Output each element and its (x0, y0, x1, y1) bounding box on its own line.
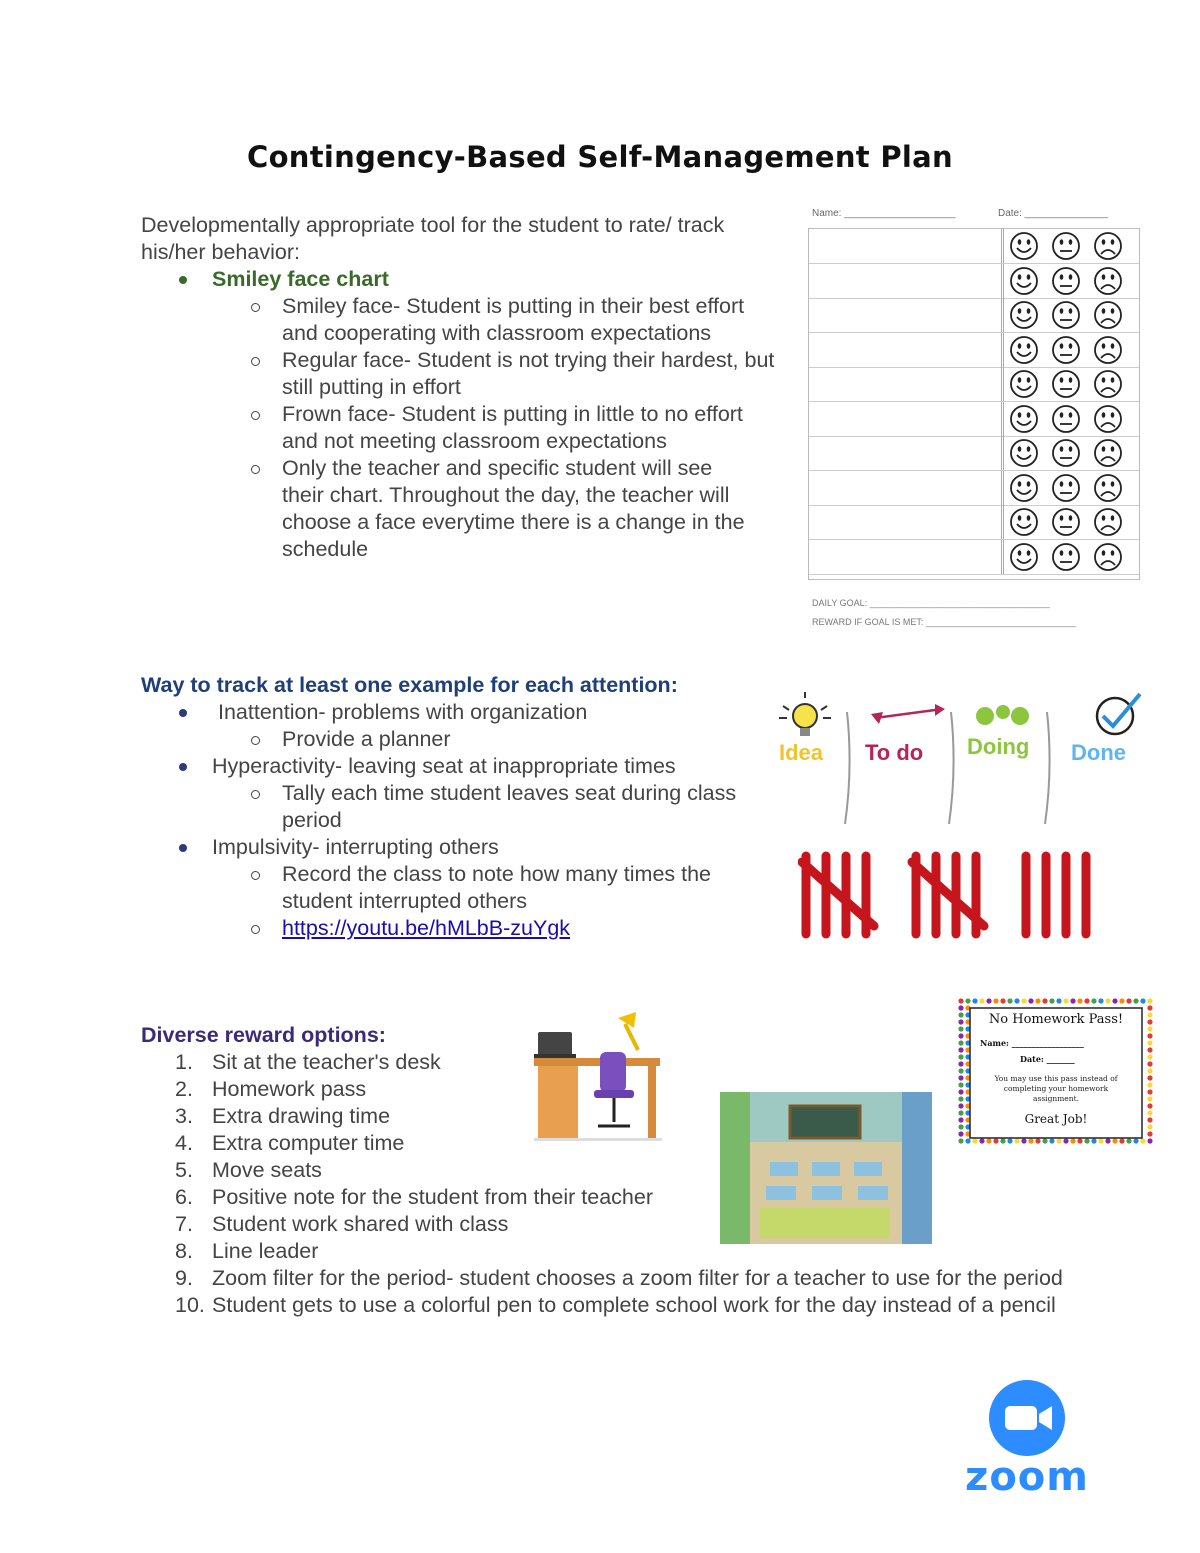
smiley-face-icon[interactable] (1009, 231, 1039, 261)
smiley-face-icon[interactable] (1009, 300, 1039, 330)
pass-body: You may use this pass instead of completing your homework assignment. (994, 1074, 1118, 1103)
reward-item (141, 1292, 1071, 1319)
reward-number: 3. (175, 1104, 193, 1128)
list-item: Tally each time student leaves seat during class period (141, 780, 782, 834)
smiley-face-icon[interactable] (1009, 404, 1039, 434)
youtube-link[interactable]: https://youtu.be/hMLbB-zuYgk (282, 916, 571, 940)
smiley-row (809, 540, 1139, 575)
smiley-row (809, 333, 1139, 368)
list-item: Regular face- Student is not trying their hardest, but still putting in effort (141, 347, 781, 401)
reward-number: 4. (175, 1131, 193, 1155)
frown-face-icon[interactable] (1093, 335, 1123, 365)
frown-face-icon[interactable] (1093, 404, 1123, 434)
lightbulb-icon (779, 692, 831, 736)
smiley-section (141, 212, 781, 563)
smiley-face-icon[interactable] (1009, 369, 1039, 399)
section3-heading: Diverse reward options: (141, 1023, 386, 1047)
list-item: Impulsivity- interrupting others (141, 834, 781, 861)
reward-item (141, 1265, 1071, 1292)
chart-name-label: Name: ____________________ (812, 208, 956, 219)
frown-face-icon[interactable] (1093, 300, 1123, 330)
list-item: Only the teacher and specific student will see their chart. Throughout the day, the teacher will choose a face everytime there is a change in the schedule (141, 455, 752, 563)
frown-face-icon[interactable] (1093, 542, 1123, 572)
smiley-row (809, 436, 1139, 471)
chart-date-label: Date: _______________ (998, 208, 1109, 219)
smiley-row (809, 471, 1139, 506)
frown-face-icon[interactable] (1093, 507, 1123, 537)
zoom-wordmark: zoom (965, 1454, 1089, 1500)
reward-number: 10. (175, 1293, 205, 1317)
list-item (141, 915, 781, 942)
list-item: Frown face- Student is putting in little to no effort and not meeting classroom expectations (141, 401, 781, 455)
smiley-face-icon[interactable] (1009, 438, 1039, 468)
neutral-face-icon[interactable] (1051, 542, 1081, 572)
smiley-row (809, 264, 1139, 299)
teacher-desk-image (530, 1010, 665, 1155)
kanban-done: Done (1071, 740, 1126, 765)
checkmark-icon (1097, 694, 1140, 734)
section1-intro: Developmentally appropriate tool for the student to rate/ track his/her behavior: (141, 213, 725, 264)
list-item (141, 699, 781, 726)
reward-label: Extra drawing time (212, 1104, 391, 1128)
smiley-row (809, 229, 1139, 264)
neutral-face-icon[interactable] (1051, 507, 1081, 537)
neutral-face-icon[interactable] (1051, 404, 1081, 434)
reward-label: Extra computer time (212, 1131, 405, 1155)
item-label: Inattention- problems with organization (218, 700, 588, 724)
neutral-face-icon[interactable] (1051, 335, 1081, 365)
tracking-section (141, 672, 781, 942)
list-item: Hyperactivity- leaving seat at inappropriate times (141, 753, 781, 780)
zoom-logo (962, 1378, 1092, 1498)
reward-label: Student work shared with class (212, 1212, 509, 1236)
smiley-face-icon[interactable] (1009, 507, 1039, 537)
smiley-row (809, 298, 1139, 333)
frown-face-icon[interactable] (1093, 266, 1123, 296)
reward-label: Sit at the teacher's desk (212, 1050, 441, 1074)
frown-face-icon[interactable] (1093, 438, 1123, 468)
reward-label: Student gets to use a colorful pen to complete school work for the day instead of a pencil (212, 1293, 1056, 1317)
smiley-chart-grid (808, 228, 1140, 580)
frown-face-icon[interactable] (1093, 473, 1123, 503)
smiley-chart-heading: Smiley face chart (212, 267, 389, 291)
smiley-face-icon[interactable] (1009, 542, 1039, 572)
smiley-row (809, 402, 1139, 437)
list-item (141, 266, 781, 563)
kanban-image (775, 688, 1155, 828)
section2-heading: Way to track at least one example for each attention: (141, 673, 678, 697)
kanban-doing: Doing (967, 734, 1030, 759)
neutral-face-icon[interactable] (1051, 231, 1081, 261)
reward-number: 8. (175, 1239, 193, 1263)
daily-goal-label: DAILY GOAL: ____________________________________ (812, 598, 1050, 608)
pass-name-label: Name: __________________ (980, 1038, 1084, 1048)
neutral-face-icon[interactable] (1051, 473, 1081, 503)
neutral-face-icon[interactable] (1051, 266, 1081, 296)
reward-number: 5. (175, 1158, 193, 1182)
list-item: Smiley face- Student is putting in their best effort and cooperating with classroom expectations (141, 293, 781, 347)
kanban-idea: Idea (779, 740, 824, 765)
reward-label: Positive note for the student from their teacher (212, 1185, 653, 1209)
reward-number: 2. (175, 1077, 193, 1101)
homework-pass-image (958, 998, 1154, 1148)
smiley-face-icon[interactable] (1009, 335, 1039, 365)
reward-label: Zoom filter for the period- student chooses a zoom filter for a teacher to use for the period (212, 1266, 1063, 1290)
pass-footer: Great Job! (1024, 1112, 1088, 1126)
gears-icon (976, 705, 1029, 725)
reward-label: Line leader (212, 1239, 319, 1263)
smiley-row (809, 367, 1139, 402)
reward-label: Homework pass (212, 1077, 367, 1101)
frown-face-icon[interactable] (1093, 231, 1123, 261)
frown-face-icon[interactable] (1093, 369, 1123, 399)
list-item: Record the class to note how many times the student interrupted others (141, 861, 782, 915)
neutral-face-icon[interactable] (1051, 438, 1081, 468)
pass-title: No Homework Pass! (988, 1012, 1124, 1027)
neutral-face-icon[interactable] (1051, 369, 1081, 399)
reward-number: 6. (175, 1185, 193, 1209)
kanban-todo: To do (865, 740, 924, 765)
reward-label: Move seats (212, 1158, 322, 1182)
pass-date-label: Date: _______ (1020, 1054, 1075, 1064)
list-item: Provide a planner (141, 726, 781, 753)
reward-label: REWARD IF GOAL IS MET: ______________________________ (812, 617, 1077, 627)
reward-number: 9. (175, 1266, 193, 1290)
reward-number: 7. (175, 1212, 193, 1236)
tally-marks-image (798, 850, 1108, 940)
arrow-icon (871, 704, 945, 724)
page-title: Contingency-Based Self-Management Plan (247, 140, 953, 174)
smiley-face-icon[interactable] (1009, 473, 1039, 503)
smiley-face-icon[interactable] (1009, 266, 1039, 296)
neutral-face-icon[interactable] (1051, 300, 1081, 330)
classroom-image (720, 1092, 932, 1244)
smiley-row (809, 505, 1139, 540)
reward-number: 1. (175, 1050, 193, 1074)
